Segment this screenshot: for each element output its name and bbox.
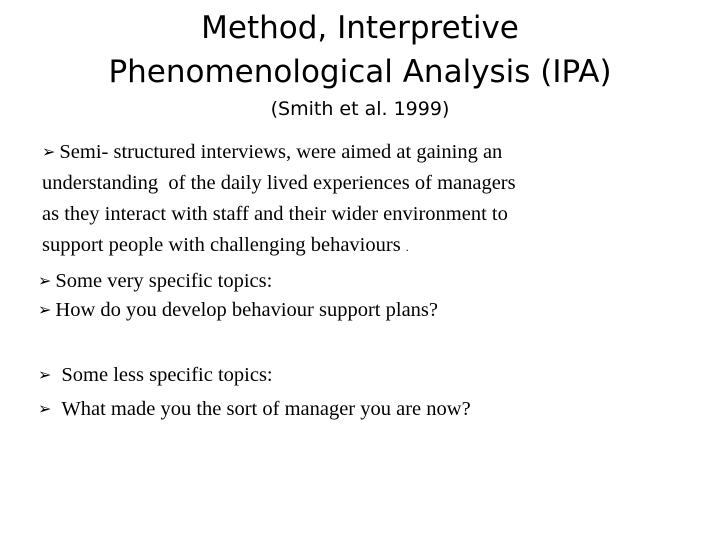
slide-subtitle: (Smith et al. 1999) <box>270 98 450 120</box>
slide-title-line-2: Phenomenological Analysis (IPA) <box>108 54 612 90</box>
very-specific-heading: Some very specific topics: <box>55 270 273 292</box>
arrow-bullet-icon: ➢ <box>42 142 56 161</box>
arrow-bullet-icon: ➢ <box>38 365 52 384</box>
bullet-text-line-1: Semi- structured interviews, were aimed at gaining an <box>59 141 503 163</box>
arrow-bullet-icon: ➢ <box>38 399 52 418</box>
slide-title-line-1: Method, Interpretive <box>201 10 519 46</box>
bullet-group-very-specific <box>38 267 438 325</box>
bullet-semi-structured-interviews <box>42 137 516 263</box>
arrow-bullet-icon: ➢ <box>38 300 52 319</box>
bullet-less-specific-heading <box>38 360 273 391</box>
arrow-bullet-icon: ➢ <box>38 271 52 290</box>
very-specific-question: How do you develop behaviour support plans? <box>55 299 438 321</box>
bullet-text-line-4: support people with challenging behaviours <box>42 234 401 256</box>
slide-title-block <box>0 6 720 122</box>
trailing-period: . <box>405 240 409 254</box>
bullet-text-line-2: understanding of the daily lived experiences of managers <box>42 172 516 194</box>
bullet-text-line-3: as they interact with staff and their wider environment to <box>42 203 508 225</box>
less-specific-heading: Some less specific topics: <box>61 364 273 386</box>
bullet-less-specific-question <box>38 394 471 425</box>
less-specific-question: What made you the sort of manager you are now? <box>61 398 471 420</box>
